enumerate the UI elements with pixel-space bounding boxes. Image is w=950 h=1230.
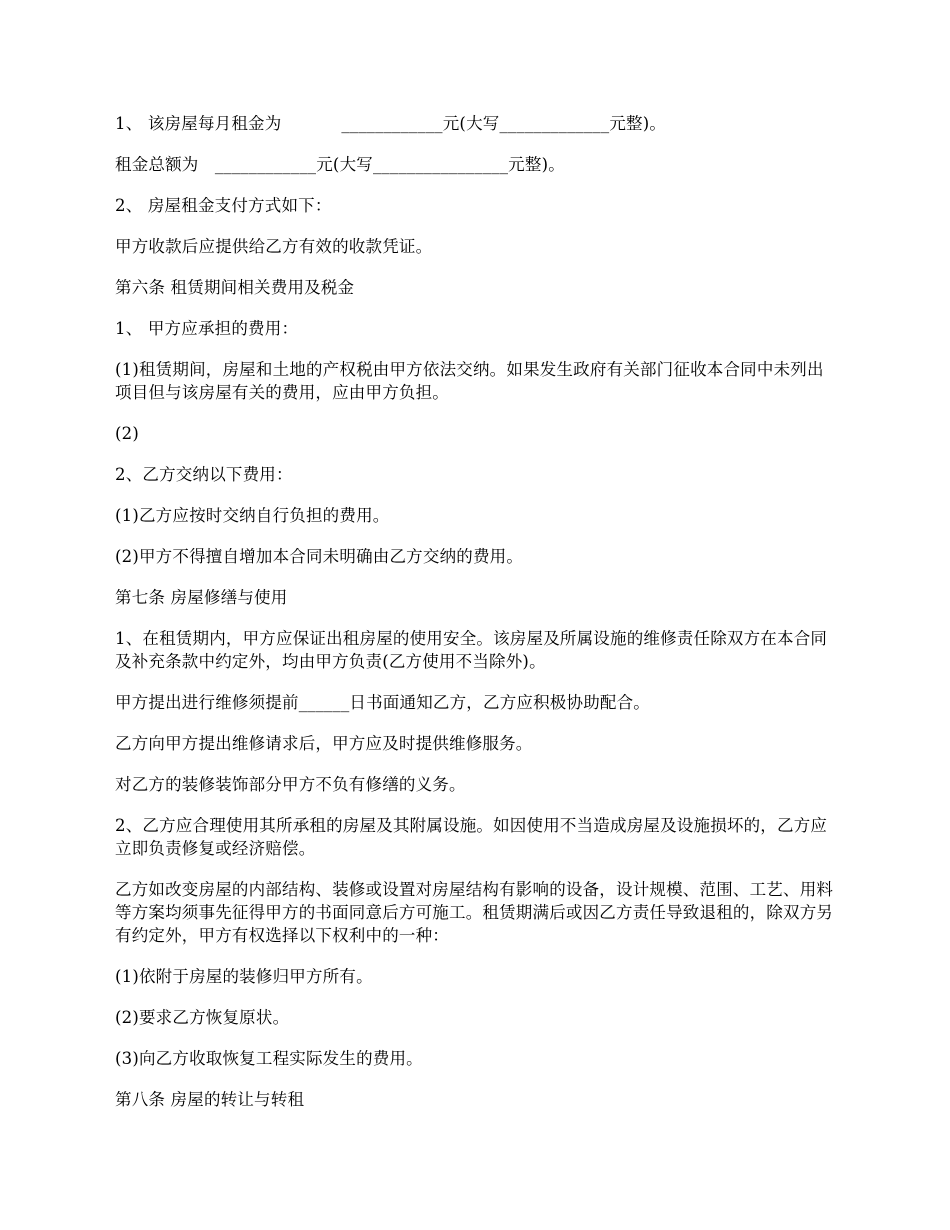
- article-6-heading: 第六条 租赁期间相关费用及税金: [115, 278, 355, 297]
- option-item-1: (1)依附于房屋的装修归甲方所有。: [115, 967, 373, 986]
- decoration-clause: 对乙方的装修装饰部分甲方不负有修缮的义务。: [115, 775, 466, 794]
- document-body: [115, 112, 840, 1129]
- rent-total-amount: 租金总额为 ____________元(大写________________元整)。: [115, 155, 565, 174]
- party-b-fees-item-2: (2)甲方不得擅自增加本合同未明确由乙方交纳的费用。: [115, 547, 524, 566]
- article-7-heading: 第七条 房屋修缮与使用: [115, 588, 288, 607]
- party-b-fees-item-1: (1)乙方应按时交纳自行负担的费用。: [115, 506, 390, 525]
- proper-use-clause: 2、乙方应合理使用其所承租的房屋及其附属设施。如因使用不当造成房屋及设施损坏的，乙方应立即负责修复或经济赔偿。: [115, 816, 828, 858]
- party-b-fees-heading: 2、乙方交纳以下费用：: [115, 465, 293, 484]
- repair-notice-clause: 甲方提出进行维修须提前______日书面通知乙方，乙方应积极协助配合。: [115, 693, 650, 712]
- option-item-3: (3)向乙方收取恢复工程实际发生的费用。: [115, 1049, 423, 1068]
- receipt-clause: 甲方收款后应提供给乙方有效的收款凭证。: [115, 237, 433, 256]
- structure-change-clause: 乙方如改变房屋的内部结构、装修或设置对房屋结构有影响的设备，设计规模、范围、工艺、用料等方案均须事先征得甲方的书面同意后方可施工。租赁期满后或因乙方责任导致退租的，除双方另有约定外，甲方有权选择以下权利中的一种：: [115, 880, 834, 945]
- party-a-fees-heading: 1、 甲方应承担的费用：: [115, 319, 299, 338]
- repair-service-clause: 乙方向甲方提出维修请求后，甲方应及时提供维修服务。: [115, 734, 533, 753]
- party-a-fees-item-1: (1)租赁期间，房屋和土地的产权税由甲方依法交纳。如果发生政府有关部门征收本合同中未列出项目但与该房屋有关的费用，应由甲方负担。: [115, 360, 824, 402]
- article-8-heading: 第八条 房屋的转让与转租: [115, 1090, 305, 1109]
- rent-monthly-amount: 1、 该房屋每月租金为 ____________元(大写_____________元整)。: [115, 114, 667, 133]
- repair-clause-1: 1、在租赁期内，甲方应保证出租房屋的使用安全。该房屋及所属设施的维修责任除双方在本合同及补充条款中约定外，均由甲方负责(乙方使用不当除外)。: [115, 629, 828, 671]
- rent-payment-method: 2、 房屋租金支付方式如下：: [115, 196, 332, 215]
- option-item-2: (2)要求乙方恢复原状。: [115, 1008, 290, 1027]
- party-a-fees-item-2: (2): [115, 424, 139, 443]
